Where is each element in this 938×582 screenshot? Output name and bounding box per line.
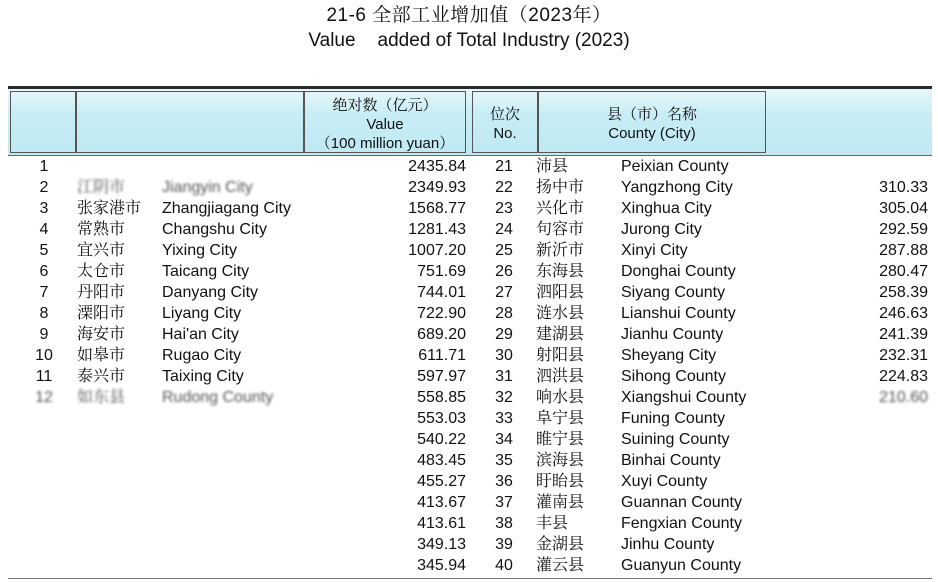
value-right: 241.39 [879, 326, 928, 343]
value-right: 232.31 [879, 347, 928, 364]
table-row [8, 366, 932, 387]
value-left: 597.97 [417, 368, 466, 385]
county-name-cn-left: 太仓市 [77, 263, 126, 280]
value-left: 540.22 [417, 431, 466, 448]
county-name-cn-left: 张家港市 [77, 200, 142, 217]
rank-right: 30 [495, 347, 513, 364]
rank-right: 28 [495, 305, 513, 322]
rank-right: 38 [495, 515, 513, 532]
rank-left: 4 [39, 221, 49, 238]
value-left: 751.69 [417, 263, 466, 280]
table-row [8, 219, 932, 240]
rank-right: 33 [495, 410, 513, 427]
table-title [0, 4, 938, 54]
county-name-en-left: Taixing City [162, 368, 244, 385]
county-name-en-left: Yixing City [162, 242, 237, 259]
county-name-en-right: Donghai County [621, 263, 736, 280]
county-name-en-right: Lianshui County [621, 305, 736, 322]
county-name-cn-left: 如皋市 [77, 347, 126, 364]
rank-right: 21 [495, 158, 513, 175]
header-value-right [766, 89, 932, 155]
table-row [8, 471, 932, 492]
rank-right: 36 [495, 473, 513, 490]
value-left: 1281.43 [408, 221, 466, 238]
rank-left: 9 [39, 326, 49, 343]
rank-left: 12 [35, 389, 53, 406]
county-name-en-left: Rudong County [162, 389, 274, 406]
county-name-en-right: Sihong County [621, 368, 726, 385]
rank-right: 23 [495, 200, 513, 217]
header-value-left [304, 91, 466, 153]
rank-right: 27 [495, 284, 513, 301]
rank-left: 6 [39, 263, 49, 280]
table-row [8, 450, 932, 471]
title-english-right: added of Total Industry (2023) [377, 30, 630, 51]
header-rank-right [472, 91, 538, 153]
county-name-en-left: Rugao City [162, 347, 242, 364]
value-left: 345.94 [417, 557, 466, 574]
county-name-en-left: Jiangyin City [162, 179, 253, 196]
value-right: 258.39 [879, 284, 928, 301]
rank-left: 10 [35, 347, 53, 364]
rank-right: 24 [495, 221, 513, 238]
value-left: 558.85 [417, 389, 466, 406]
value-left: 689.20 [417, 326, 466, 343]
county-name-en-left: Zhangjiagang City [162, 200, 291, 217]
county-name-cn-right: 灌云县 [536, 557, 585, 574]
rank-left: 7 [39, 284, 49, 301]
rank-right: 37 [495, 494, 513, 511]
value-right: 310.33 [879, 179, 928, 196]
county-name-en-right: Guannan County [621, 494, 742, 511]
rank-right: 31 [495, 368, 513, 385]
county-name-cn-left: 江阴市 [77, 179, 126, 196]
county-name-en-right: Xiangshui County [621, 389, 747, 406]
header-county-right [538, 91, 766, 153]
county-name-en-left: Danyang City [162, 284, 259, 301]
county-name-cn-left: 溧阳市 [77, 305, 126, 322]
value-left: 349.13 [417, 536, 466, 553]
county-name-en-right: Xinghua City [621, 200, 712, 217]
county-name-cn-right: 兴化市 [536, 200, 585, 217]
value-left: 2349.93 [408, 179, 466, 196]
table-row [8, 198, 932, 219]
county-name-cn-left: 常熟市 [77, 221, 126, 238]
county-name-cn-right: 泗洪县 [536, 368, 585, 385]
header-county-en: County (City) [608, 125, 696, 142]
county-name-cn-right: 滨海县 [536, 452, 585, 469]
county-name-cn-left: 宜兴市 [77, 242, 126, 259]
table-row [8, 408, 932, 429]
county-name-cn-right: 灌南县 [536, 494, 585, 511]
county-name-cn-left: 海安市 [77, 326, 126, 343]
county-name-cn-left: 泰兴市 [77, 368, 126, 385]
county-name-en-left: Liyang City [162, 305, 242, 322]
county-name-en-left: Hai'an City [162, 326, 239, 343]
county-name-en-right: Fengxian County [621, 515, 742, 532]
county-name-cn-right: 金湖县 [536, 536, 585, 553]
county-name-en-right: Xuyi County [621, 473, 708, 490]
value-left: 413.61 [417, 515, 466, 532]
county-name-cn-right: 沛县 [536, 158, 569, 175]
rank-right: 29 [495, 326, 513, 343]
title-chinese: 21-6 全部工业增加值（2023年） [326, 5, 612, 26]
table-header [8, 89, 932, 156]
county-name-cn-right: 新沂市 [536, 242, 585, 259]
rank-left: 3 [39, 200, 49, 217]
county-name-cn-right: 射阳县 [536, 347, 585, 364]
value-right: 305.04 [879, 200, 928, 217]
county-name-cn-left: 丹阳市 [77, 284, 126, 301]
value-left: 553.03 [417, 410, 466, 427]
county-name-en-right: Xinyi City [621, 242, 688, 259]
rank-right: 35 [495, 452, 513, 469]
rank-left: 5 [39, 242, 49, 259]
value-left: 2435.84 [408, 158, 466, 175]
county-name-en-right: Binhai County [621, 452, 721, 469]
table-row [8, 429, 932, 450]
table-row [8, 492, 932, 513]
header-rank-en: No. [493, 125, 517, 142]
table-row [8, 261, 932, 282]
value-left: 1568.77 [408, 200, 466, 217]
county-name-en-right: Jinhu County [621, 536, 715, 553]
title-english-left: Value [308, 30, 356, 51]
header-rank-cn: 位次 [489, 106, 520, 123]
value-left: 483.45 [417, 452, 466, 469]
county-name-cn-right: 阜宁县 [536, 410, 585, 427]
header-value-unit: （100 million yuan） [315, 135, 455, 152]
county-name-cn-right: 涟水县 [536, 305, 585, 322]
rank-left: 11 [35, 368, 53, 385]
value-left: 744.01 [417, 284, 466, 301]
value-right: 224.83 [879, 368, 928, 385]
value-right: 280.47 [879, 263, 928, 280]
table-row [8, 345, 932, 366]
county-name-en-right: Guanyun County [621, 557, 742, 574]
table-row [8, 303, 932, 324]
county-name-cn-right: 盱眙县 [536, 473, 585, 490]
value-right: 287.88 [879, 242, 928, 259]
county-name-en-right: Yangzhong City [621, 179, 733, 196]
rank-right: 32 [495, 389, 513, 406]
value-right: 210.60 [879, 389, 928, 406]
value-left: 722.90 [417, 305, 466, 322]
table-body [8, 156, 932, 576]
county-name-cn-right: 丰县 [536, 515, 569, 532]
county-name-cn-right: 扬中市 [536, 179, 585, 196]
header-county-cn: 县（市）名称 [606, 106, 697, 123]
rank-left: 8 [39, 305, 49, 322]
title-english [0, 28, 938, 54]
value-left: 455.27 [417, 473, 466, 490]
rank-right: 22 [495, 179, 513, 196]
county-name-en-right: Siyang County [621, 284, 726, 301]
county-name-cn-right: 泗阳县 [536, 284, 585, 301]
rank-right: 39 [495, 536, 513, 553]
header-county-left [76, 91, 304, 153]
county-name-en-right: Sheyang City [621, 347, 717, 364]
county-name-en-right: Jurong City [621, 221, 702, 238]
county-name-cn-right: 东海县 [536, 263, 585, 280]
value-left: 611.71 [418, 347, 466, 364]
value-right: 246.63 [879, 305, 928, 322]
county-name-cn-right: 建湖县 [536, 326, 585, 343]
county-name-en-right: Funing County [621, 410, 726, 427]
header-value-cn: 绝对数（亿元） [332, 97, 438, 114]
table-row [8, 324, 932, 345]
table-row [8, 240, 932, 261]
rank-left: 1 [39, 158, 49, 175]
county-name-cn-right: 睢宁县 [536, 431, 585, 448]
header-rank-left [10, 91, 76, 153]
county-name-en-left: Taicang City [162, 263, 250, 280]
county-name-en-right: Suining County [621, 431, 730, 448]
county-name-en-left: Changshu City [162, 221, 267, 238]
rank-left: 2 [39, 179, 49, 196]
county-name-en-right: Jianhu County [621, 326, 724, 343]
table-row [8, 387, 932, 408]
table-bottom-rule [8, 578, 932, 579]
value-left: 413.67 [417, 494, 466, 511]
rank-right: 34 [495, 431, 513, 448]
county-name-cn-left: 如东县 [77, 389, 126, 406]
value-right: 292.59 [879, 221, 928, 238]
table-row [8, 282, 932, 303]
county-name-cn-right: 句容市 [536, 221, 585, 238]
table-row [8, 177, 932, 198]
rank-right: 25 [495, 242, 513, 259]
value-left: 1007.20 [408, 242, 466, 259]
rank-right: 40 [495, 557, 513, 574]
table-row [8, 555, 932, 576]
table-row [8, 534, 932, 555]
header-value-en: Value [366, 116, 404, 133]
county-name-cn-right: 响水县 [536, 389, 585, 406]
table-row [8, 156, 932, 177]
rank-right: 26 [495, 263, 513, 280]
table-row [8, 513, 932, 534]
county-name-en-right: Peixian County [621, 158, 729, 175]
